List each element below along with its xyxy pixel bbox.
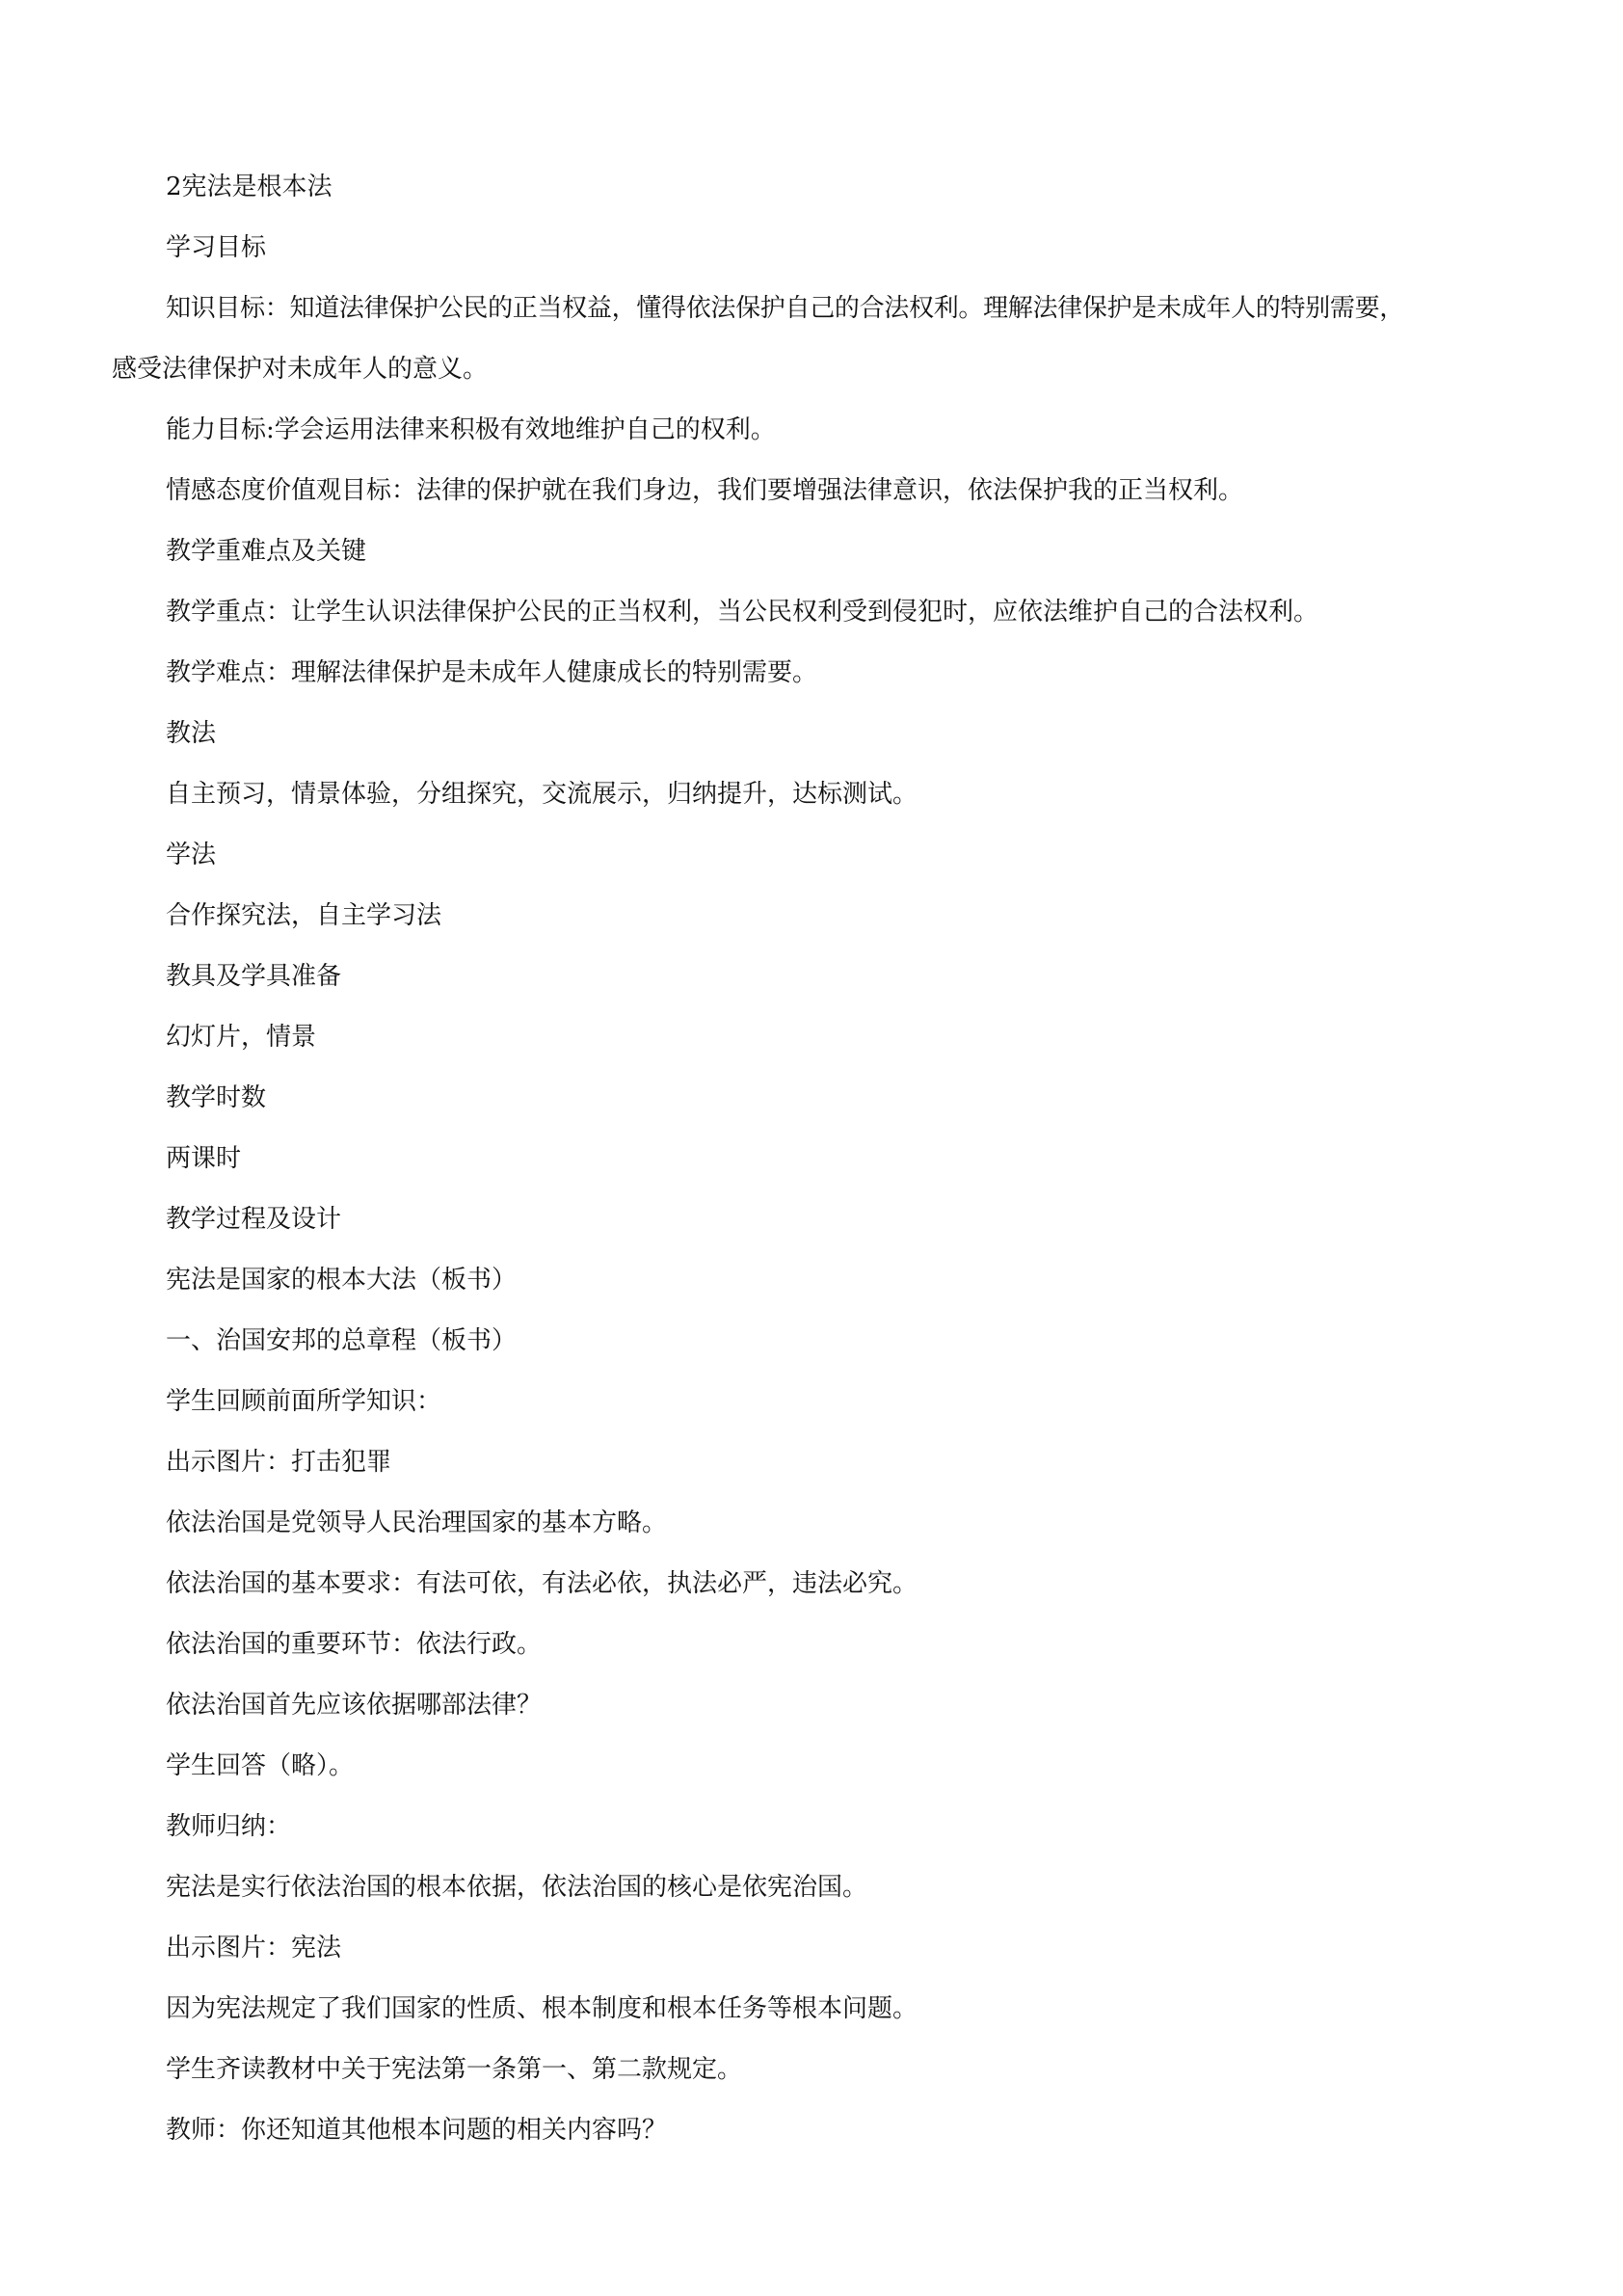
paragraph-line: 学生回答（略）。 — [166, 1751, 355, 1780]
section-heading: 教学重难点及关键 — [166, 537, 367, 566]
paragraph-line: 教师：你还知道其他根本问题的相关内容吗？ — [166, 2116, 668, 2145]
paragraph-line: 能力目标:学会运用法律来积极有效地维护自己的权利。 — [166, 415, 776, 444]
section-heading: 学法 — [166, 841, 217, 869]
section-heading: 学习目标 — [166, 233, 267, 262]
paragraph-line: 两课时 — [166, 1144, 242, 1173]
paragraph-line: 知识目标：知道法律保护公民的正当权益，懂得依法保护自己的合法权利。理解法律保护是未成年人的特别需要， — [166, 294, 1405, 323]
paragraph-line: 教学难点：理解法律保护是未成年人健康成长的特别需要。 — [166, 658, 818, 687]
paragraph-line: 出示图片：宪法 — [166, 1934, 342, 1962]
section-heading: 教学时数 — [166, 1083, 267, 1112]
paragraph-line: 自主预习，情景体验，分组探究，交流展示，归纳提升，达标测试。 — [166, 780, 918, 809]
paragraph-line: 教师归纳： — [166, 1812, 292, 1841]
document-body — [112, 172, 1521, 2176]
lesson-title: 2宪法是根本法 — [166, 173, 333, 201]
paragraph-line: 依法治国的重要环节：依法行政。 — [166, 1630, 543, 1659]
paragraph-line: 学生齐读教材中关于宪法第一条第一、第二款规定。 — [166, 2055, 743, 2084]
paragraph-line: 情感态度价值观目标：法律的保护就在我们身边，我们要增强法律意识，依法保护我的正当权利。 — [166, 476, 1244, 505]
paragraph-line: 宪法是实行依法治国的根本依据，依法治国的核心是依宪治国。 — [166, 1873, 868, 1902]
paragraph-line: 一、治国安邦的总章程（板书） — [166, 1326, 518, 1355]
paragraph-line: 宪法是国家的根本大法（板书） — [166, 1266, 518, 1295]
paragraph-line: 因为宪法规定了我们国家的性质、根本制度和根本任务等根本问题。 — [166, 1994, 918, 2023]
paragraph-line: 学生回顾前面所学知识： — [166, 1387, 442, 1416]
paragraph-line: 依法治国是党领导人民治理国家的基本方略。 — [166, 1508, 668, 1537]
paragraph-line: 幻灯片，情景 — [166, 1023, 317, 1052]
section-heading: 教学过程及设计 — [166, 1205, 342, 1234]
paragraph-line: 教学重点：让学生认识法律保护公民的正当权利，当公民权利受到侵犯时，应依法维护自己的合法权利。 — [166, 598, 1319, 627]
paragraph-line: 合作探究法，自主学习法 — [166, 901, 442, 930]
paragraph-line: 依法治国首先应该依据哪部法律？ — [166, 1691, 543, 1720]
section-heading: 教法 — [166, 719, 217, 748]
paragraph-line: 感受法律保护对未成年人的意义。 — [112, 355, 489, 384]
section-heading: 教具及学具准备 — [166, 962, 342, 991]
paragraph-line: 出示图片：打击犯罪 — [166, 1448, 392, 1477]
paragraph-line: 依法治国的基本要求：有法可依，有法必依，执法必严，违法必究。 — [166, 1569, 918, 1598]
